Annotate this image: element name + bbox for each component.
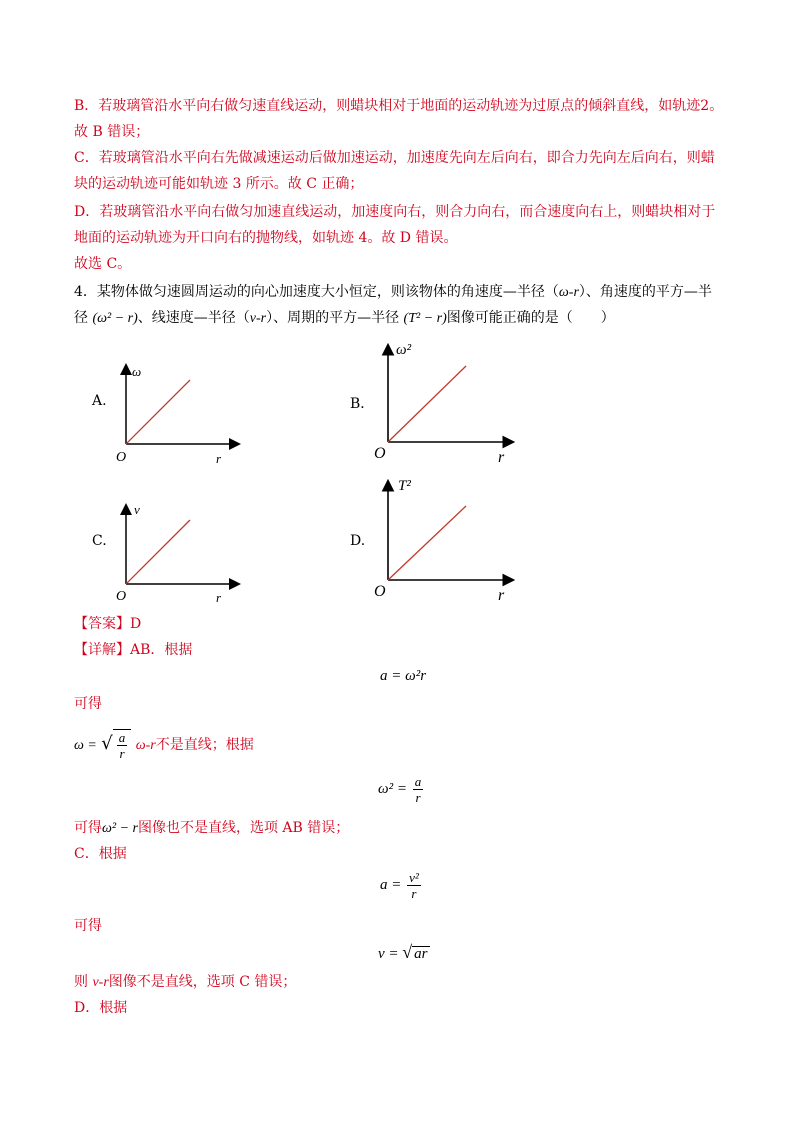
text-line-b2: 故 B 错误； [74, 124, 150, 140]
text-line-d2: 地面的运动轨迹为开口向右的抛物线，如轨迹 4。故 D 错误。 [74, 230, 458, 246]
formula-4-lhs: a = [380, 876, 402, 893]
explain-kede-1: 可得 [74, 696, 102, 712]
formula-4-num: v² [409, 870, 419, 885]
explain-kede-2: 可得 [74, 918, 102, 934]
formula-3-den: r [415, 790, 421, 805]
explain-expr-omega2-r: ω² − r [102, 821, 138, 836]
question-expr-v-r: v-r [249, 311, 267, 326]
explain-line-ab [74, 640, 192, 660]
explain-line-omega2 [74, 818, 349, 839]
explain-ze-text: 则 [74, 974, 88, 990]
option-a-label: A. [92, 393, 107, 409]
graph-c-line [126, 520, 190, 584]
graph-d-origin: O [374, 583, 386, 600]
question-text-2: ）、角速度的平方—半 [578, 284, 712, 300]
graph-d-line [388, 506, 466, 580]
formula-5-lhs: v = [378, 946, 399, 962]
option-b-label: B． [350, 396, 375, 412]
formula-2-den: r [119, 745, 125, 761]
explain-kede-text: 可得 [74, 820, 102, 836]
text-line-b: B．若玻璃管沿水平向右做匀速直线运动，则蜡块相对于地面的运动轨迹为过原点的倾斜直线，如轨迹2。 [74, 98, 724, 114]
explain-line-c: C．根据 [74, 846, 127, 862]
graph-b-line [388, 366, 466, 442]
explain-expr-v-r: v-r [92, 975, 109, 990]
question-expr-t2-r: (T² − r) [403, 311, 447, 326]
graph-d-xlabel: r [498, 587, 505, 604]
graph-b-ylabel: ω² [396, 342, 412, 358]
graph-c-origin: O [116, 589, 127, 604]
formula-1: a = ω²r [380, 668, 427, 684]
question-expr-omega-r: ω-r [558, 285, 579, 300]
formula-3 [378, 774, 425, 805]
text-line-choose: 故选 C。 [74, 256, 132, 272]
formula-2-note: ω-r [135, 738, 156, 753]
question-text-1: 4．某物体做匀速圆周运动的向心加速度大小恒定，则该物体的角速度—半径（ [74, 284, 559, 300]
answer-tag: 【答案】 [74, 616, 130, 632]
graph-a-xlabel: r [216, 451, 222, 466]
formula-2-num: a [118, 729, 126, 745]
option-d-label: D. [350, 533, 366, 549]
graph-a-ylabel: ω [132, 364, 142, 379]
formula-5 [378, 942, 430, 963]
question-expr-omega2-r: (ω² − r) [92, 311, 138, 326]
explain-omega2-tail: 图像也不是直线，选项 AB 错误； [137, 820, 350, 836]
explain-tag: 【详解】 [74, 642, 130, 658]
formula-4 [380, 870, 423, 901]
explain-line-v [74, 972, 296, 993]
graph-d-ylabel: T² [398, 478, 411, 494]
graph-a [114, 362, 244, 472]
graph-d [374, 476, 524, 606]
graph-b [374, 340, 524, 470]
graph-c-ylabel: v [134, 502, 140, 517]
graph-b-origin: O [374, 445, 386, 462]
question-line-2 [74, 308, 615, 329]
graph-a-line [126, 380, 190, 444]
question-text-3: 径 [74, 310, 88, 326]
answer-value: D [130, 616, 142, 632]
formula-4-den: r [411, 886, 417, 901]
graph-b-xlabel: r [498, 449, 505, 466]
explain-v-tail: 图像不是直线，选项 C 错误； [108, 974, 297, 990]
explain-ab-text: AB．根据 [130, 642, 193, 658]
sqrt-sign-icon-2: √ [402, 942, 413, 962]
formula-3-num: a [414, 774, 422, 789]
formula-2-tail: 不是直线；根据 [155, 737, 254, 753]
text-line-d: D．若玻璃管沿水平向右做匀加速直线运动，加速度向右，则合力向右，而合速度向右上，则蜡块相对于 [74, 204, 716, 220]
graph-c-xlabel: r [216, 590, 222, 605]
option-c-label: C. [92, 533, 107, 549]
formula-5-radicand: ar [414, 946, 428, 962]
explain-line-f2 [74, 728, 254, 762]
explain-line-d: D．根据 [74, 1000, 128, 1016]
graph-a-origin: O [116, 450, 127, 465]
formula-2-lhs: ω = [74, 738, 97, 753]
question-line-1 [74, 282, 712, 303]
formula-3-lhs: ω² = [378, 780, 407, 797]
text-line-c2: 块的运动轨迹可能如轨迹 3 所示。故 C 正确； [74, 176, 364, 192]
question-text-6: 图像可能正确的是（ ） [446, 310, 615, 326]
sqrt-sign-icon: √ [101, 733, 113, 754]
answer-line [74, 614, 141, 634]
text-line-c: C．若玻璃管沿水平向右先做减速运动后做加速运动，加速度先向左后向右，即合力先向左后向右，则蜡 [74, 150, 715, 166]
graph-c [114, 500, 244, 610]
question-text-4: 、线速度—半径（ [137, 310, 250, 326]
question-text-5: ）、周期的平方—半径 [266, 310, 400, 326]
